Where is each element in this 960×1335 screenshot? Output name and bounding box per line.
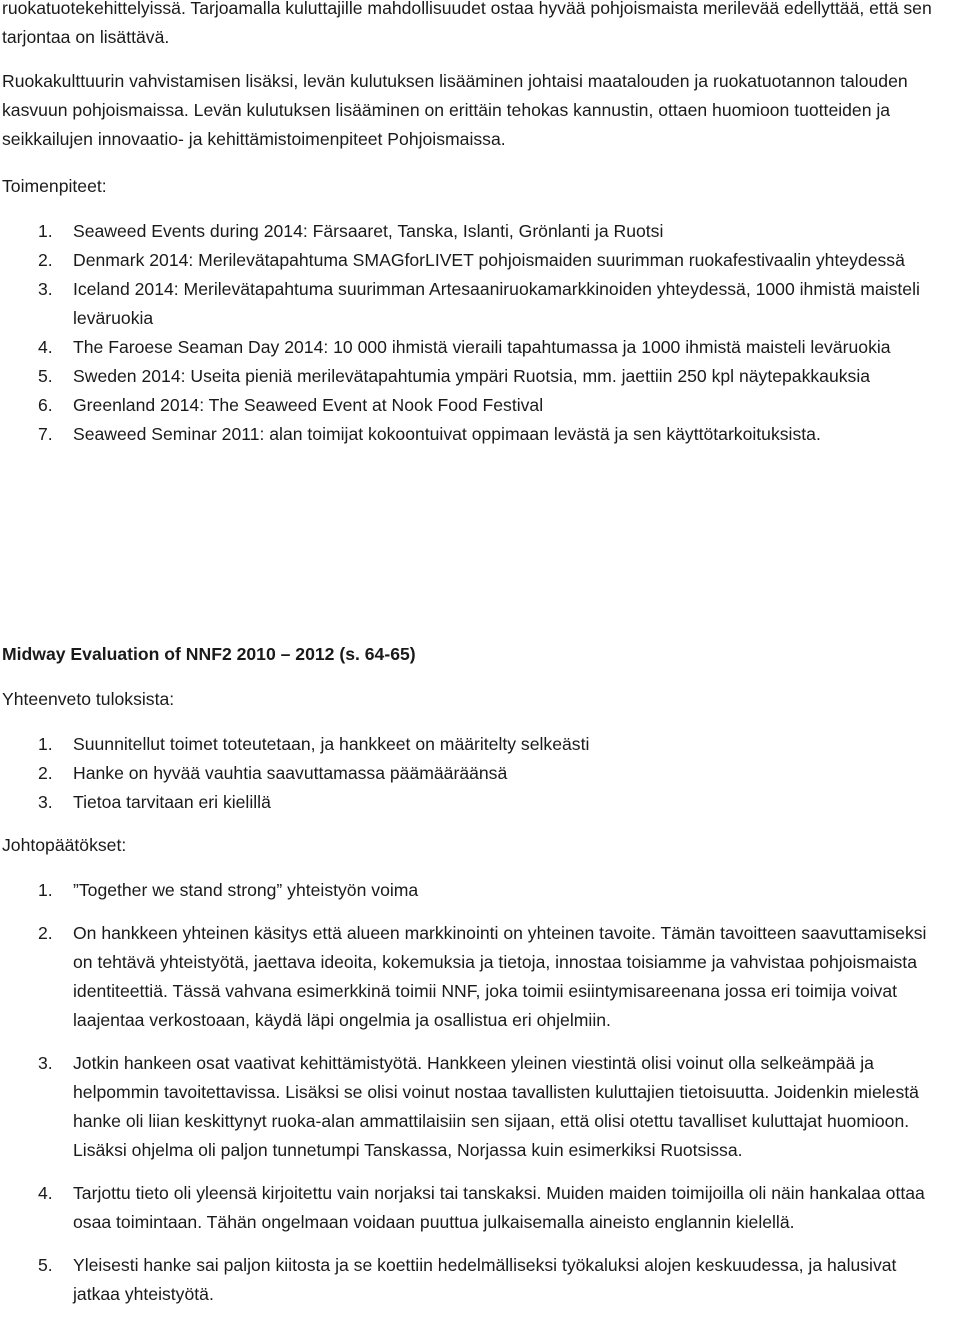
list-number: 2. [38,250,53,270]
list-number: 3. [38,792,53,812]
list-number: 1. [38,221,53,241]
list-item [2,275,942,333]
list-item-text: Jotkin hankeen osat vaativat kehittämistyötä. Hankkeen yleinen viestintä olisi voinut olla selkeämpää ja helpommin tavoitettavissa. Lisäksi se olisi voinut nostaa tavallisten kuluttajien tietoisuutta. Joidenkin mielestä hanke oli liian keskittynyt ruoka-alan ammattilaisiin sen sijaan, että olisi otettu tavalliset kuluttajat huomioon. Lisäksi ohjelma oli paljon tunnetumpi Tanskassa, Norjassa kuin esimerkiksi Ruotsissa. [73,1053,919,1160]
list-item [2,246,942,275]
johtopaatokset-label: Johtopäätökset: [2,835,127,855]
list-item [2,333,942,362]
list-item [2,391,942,420]
toimenpiteet-label: Toimenpiteet: [2,176,107,196]
list-item [2,919,942,1035]
list-item-text: Seaweed Events during 2014: Färsaaret, Tanska, Islanti, Grönlanti ja Ruotsi [73,221,664,241]
list-number: 5. [38,366,53,386]
intro-paragraph-1: ruokatuotekehittelyissä. Tarjoamalla kuluttajille mahdollisuudet ostaa hyvää pohjoismaista merilevää edellyttää, että sen tarjontaa on lisättävä. [2,0,932,47]
toimenpiteet-list [2,217,942,449]
list-number: 3. [38,1053,53,1073]
list-item [2,730,942,759]
list-item-text: Hanke on hyvää vauhtia saavuttamassa päämääräänsä [73,763,508,783]
list-number: 1. [38,734,53,754]
list-number: 4. [38,1183,53,1203]
list-item-text: Sweden 2014: Useita pieniä merilevätapahtumia ympäri Ruotsia, mm. jaettiin 250 kpl näytepakkauksia [73,366,871,386]
list-item-text: Iceland 2014: Merilevätapahtuma suurimman Artesaaniruokamarkkinoiden yhteydessä, 1000 ihmistä maisteli leväruokia [73,279,920,328]
list-item [2,1251,942,1309]
yhteenveto-label: Yhteenveto tuloksista: [2,689,175,709]
midway-evaluation-heading: Midway Evaluation of NNF2 2010 – 2012 (s. 64-65) [2,644,416,664]
list-number: 7. [38,424,53,444]
list-item-text: Denmark 2014: Merilevätapahtuma SMAGforLIVET pohjoismaiden suurimman ruokafestivaalin yhteydessä [73,250,905,270]
list-item [2,788,942,817]
list-item-text: On hankkeen yhteinen käsitys että alueen markkinointi on yhteinen tavoite. Tämän tavoitteen saavuttamiseksi on tehtävä yhteistyötä, jaettava ideoita, kokemuksia ja tietoja, innostaa toisiamme ja vahvistaa pohjoismaista identiteettiä. Tässä vahvana esimerkkinä toimii NNF, joka toimii esiintymisareenana jossa eri toimija voivat laajentaa verkostoaan, käydä läpi ongelmia ja osallistua eri ohjelmiin. [73,923,927,1030]
intro-paragraph-2: Ruokakulttuurin vahvistamisen lisäksi, levän kulutuksen lisääminen johtaisi maatalouden ja ruokatuotannon talouden kasvuun pohjoismaissa. Levän kulutuksen lisääminen on erittäin tehokas kannustin, ottaen huomioon tuotteiden ja seikkailujen innovaatio- ja kehittämistoimenpiteet Pohjoismaissa. [2,71,908,149]
list-number: 2. [38,763,53,783]
list-item [2,876,942,905]
list-number: 2. [38,923,53,943]
list-item-text: The Faroese Seaman Day 2014: 10 000 ihmistä vieraili tapahtumassa ja 1000 ihmistä maisteli leväruokia [73,337,891,357]
list-number: 3. [38,279,53,299]
list-item [2,420,942,449]
list-item-text: Greenland 2014: The Seaweed Event at Nook Food Festival [73,395,544,415]
yhteenveto-list [2,730,942,817]
johtopaatokset-list [2,876,942,1323]
list-item-text: Seaweed Seminar 2011: alan toimijat kokoontuivat oppimaan levästä ja sen käyttötarkoituksista. [73,424,821,444]
list-item-text: Tietoa tarvitaan eri kielillä [73,792,271,812]
list-number: 6. [38,395,53,415]
list-item-text: ”Together we stand strong” yhteistyön voima [73,880,419,900]
list-item [2,759,942,788]
list-item [2,1049,942,1165]
list-number: 5. [38,1255,53,1275]
list-item [2,362,942,391]
list-number: 4. [38,337,53,357]
list-item [2,1179,942,1237]
list-item [2,217,942,246]
list-item-text: Suunnitellut toimet toteutetaan, ja hankkeet on määritelty selkeästi [73,734,590,754]
list-item-text: Tarjottu tieto oli yleensä kirjoitettu vain norjaksi tai tanskaksi. Muiden maiden toimijoilla oli näin hankalaa ottaa osaa toimintaan. Tähän ongelmaan voidaan puuttua julkaisemalla aineisto englannin kielellä. [73,1183,925,1232]
list-number: 1. [38,880,53,900]
list-item-text: Yleisesti hanke sai paljon kiitosta ja se koettiin hedelmälliseksi työkaluksi alojen keskuudessa, ja halusivat jatkaa yhteistyötä. [73,1255,897,1304]
